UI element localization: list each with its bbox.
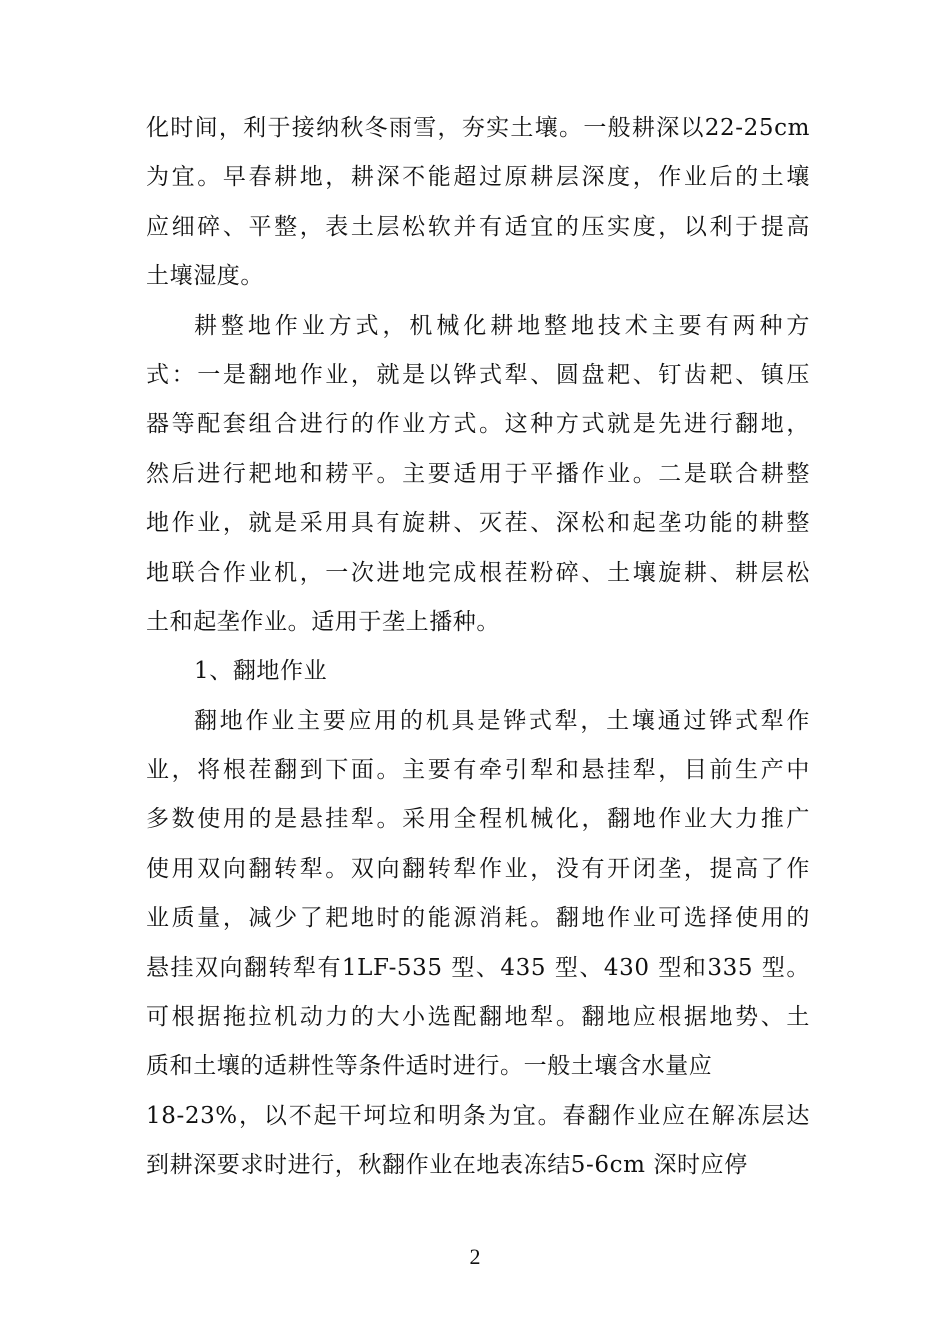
text-line: 土壤湿度。 [146, 263, 264, 290]
text-line: 土和起垄作业。适用于垄上播种。 [146, 608, 500, 635]
text-line: 多数使用的是悬挂犁。采用全程机械化，翻地作业大力推广 [146, 806, 810, 833]
text-line: 为宜。早春耕地，耕深不能超过原耕层深度，作业后的土壤 [146, 164, 810, 191]
section-heading: 1、翻地作业 [194, 658, 328, 685]
text-line: 式：一是翻地作业，就是以铧式犁、圆盘耙、钉齿耙、镇压 [146, 361, 810, 388]
text-line: 然后进行耙地和耢平。主要适用于平播作业。二是联合耕整 [146, 460, 810, 487]
text-line: 质和土壤的适耕性等条件适时进行。一般土壤含水量应 [146, 1053, 713, 1080]
text-line: 悬挂双向翻转犁有1LF-535 型、435 型、430 型和335 型。 [146, 954, 810, 981]
text-line: 器等配套组合进行的作业方式。这种方式就是先进行翻地， [146, 411, 810, 438]
text-line: 地联合作业机，一次进地完成根茬粉碎、土壤旋耕、耕层松 [146, 559, 810, 586]
text-line: 业质量，减少了耙地时的能源消耗。翻地作业可选择使用的 [146, 905, 810, 932]
paragraph-first-line: 耕整地作业方式，机械化耕地整地技术主要有两种方 [194, 312, 810, 339]
text-line: 使用双向翻转犁。双向翻转犁作业，没有开闭垄，提高了作 [146, 855, 810, 882]
text-line: 18-23%，以不起干坷垃和明条为宜。春翻作业应在解冻层达 [146, 1102, 810, 1129]
page-number: 2 [469, 1244, 481, 1269]
text-line: 业，将根茬翻到下面。主要有牵引犁和悬挂犁，目前生产中 [146, 757, 810, 784]
document-body [146, 104, 810, 1191]
text-line: 到耕深要求时进行，秋翻作业在地表冻结5-6cm 深时应停 [146, 1152, 748, 1179]
text-line: 可根据拖拉机动力的大小选配翻地犁。翻地应根据地势、土 [146, 1004, 810, 1031]
paragraph-first-line: 翻地作业主要应用的机具是铧式犁，土壤通过铧式犁作 [194, 707, 810, 734]
text-line: 应细碎、平整，表土层松软并有适宜的压实度，以利于提高 [146, 213, 810, 240]
text-line: 化时间，利于接纳秋冬雨雪，夯实土壤。一般耕深以22-25cm [146, 115, 810, 141]
text-line: 地作业，就是采用具有旋耕、灭茬、深松和起垄功能的耕整 [146, 510, 810, 537]
